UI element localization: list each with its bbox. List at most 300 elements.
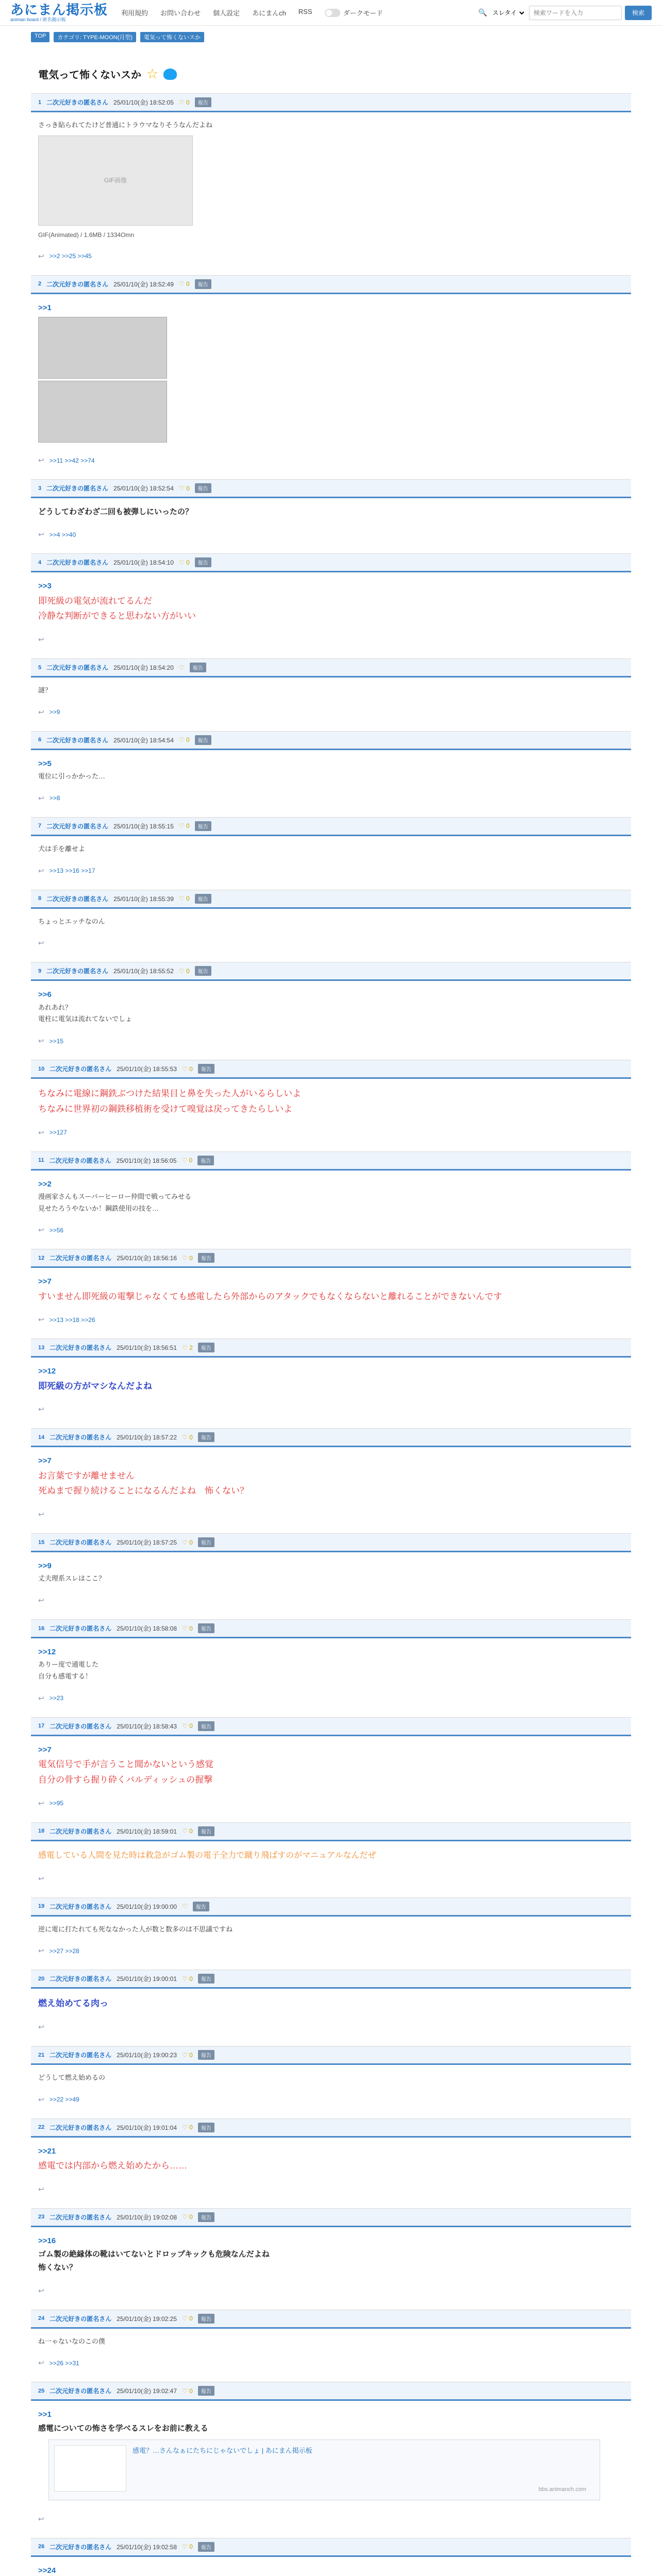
reply-icon[interactable]: ↩ <box>38 1596 44 1604</box>
poster-name: 二次元好きの匿名さん <box>49 2315 112 2323</box>
report-button[interactable]: 報告 <box>195 279 211 289</box>
like-value: 0 <box>186 967 190 975</box>
post-number[interactable]: 6 <box>38 737 42 743</box>
post-header <box>31 732 631 750</box>
dark-mode-label: ダークモード <box>343 9 384 17</box>
like-count[interactable]: ♡ 0 <box>182 1827 193 1835</box>
post-footer <box>31 933 631 955</box>
post <box>31 2046 631 2111</box>
like-value: 0 <box>189 2387 193 2395</box>
report-button[interactable]: 報告 <box>195 483 211 493</box>
poster-name: 二次元好きの匿名さん <box>49 1903 112 1910</box>
like-count[interactable]: ♡ 0 <box>182 1065 193 1073</box>
report-button[interactable]: 報告 <box>195 894 211 904</box>
poster-name: 二次元好きの匿名さん <box>49 1827 112 1835</box>
post-date: 25/01/10(金) 18:56:51 <box>117 1344 177 1352</box>
post-footer <box>31 1940 631 1962</box>
like-value: 0 <box>189 2051 193 2059</box>
like-count[interactable]: ♡ 0 <box>182 1254 193 1262</box>
reply-links[interactable]: >>2 >>25 >>45 <box>49 252 92 260</box>
post-number[interactable]: 12 <box>38 1255 45 1261</box>
post-body <box>31 2065 631 2089</box>
reply-icon[interactable]: ↩ <box>38 1037 44 1045</box>
post-text: お言葉ですが離せません <box>38 1470 135 1481</box>
report-button[interactable]: 報告 <box>198 1253 214 1263</box>
reply-links[interactable]: >>15 <box>49 1037 64 1045</box>
post-date: 25/01/10(金) 18:52:49 <box>113 280 174 288</box>
reply-icon[interactable]: ↩ <box>38 2095 44 2104</box>
post-text: どうしてわざわざ二回も被弾しにいったの？ <box>38 507 193 516</box>
post-text: 電気信号で手が言うこと聞かないという感覚 <box>38 1759 213 1769</box>
post-text[interactable]: >>12 <box>38 1367 56 1376</box>
post-text[interactable]: >>7 <box>38 1745 52 1754</box>
like-value: 0 <box>189 2543 193 2551</box>
poster-name: 二次元好きの匿名さん <box>49 1975 112 1983</box>
like-count[interactable]: ♡ 0 <box>182 1975 193 1982</box>
reply-icon[interactable]: ↩ <box>38 251 44 260</box>
share-bird-icon[interactable] <box>163 69 177 80</box>
poster-name: 二次元好きの匿名さん <box>46 895 109 903</box>
like-count[interactable]: ♡ 0 <box>182 1722 193 1730</box>
like-value: 0 <box>189 1157 193 1164</box>
like-value: 0 <box>189 1433 193 1441</box>
like-count[interactable]: ♡ 0 <box>182 2124 193 2131</box>
reply-icon[interactable]: ↩ <box>38 1510 44 1518</box>
report-button[interactable]: 報告 <box>195 966 211 976</box>
post-text: どうして燃え始めるの <box>38 2074 106 2081</box>
post <box>31 2538 631 2576</box>
report-button[interactable]: 報告 <box>198 2212 214 2222</box>
nav-animanch[interactable]: あにまんch <box>252 9 286 17</box>
report-button[interactable]: 報告 <box>198 1432 214 1442</box>
reply-icon[interactable]: ↩ <box>38 1128 44 1137</box>
post-number[interactable]: 23 <box>38 2214 45 2221</box>
like-count[interactable]: ♡ 0 <box>178 822 190 830</box>
post-body <box>31 2329 631 2353</box>
post-text[interactable]: >>9 <box>38 1562 52 1570</box>
reply-links[interactable]: >>127 <box>49 1129 67 1136</box>
link-domain: bbs.animanch.com <box>538 2486 586 2493</box>
poster-name: 二次元好きの匿名さん <box>49 1722 112 1730</box>
reply-links[interactable]: >>13 >>18 >>26 <box>49 1316 95 1324</box>
post-number[interactable]: 8 <box>38 895 42 902</box>
post-number[interactable]: 24 <box>38 2315 45 2321</box>
favorite-star-icon[interactable]: ☆ <box>146 66 159 81</box>
like-value: 0 <box>186 822 190 830</box>
post-date: 25/01/10(金) 18:54:10 <box>113 559 174 567</box>
post-date: 25/01/10(金) 19:02:08 <box>117 2213 177 2221</box>
like-count[interactable]: ♡ 0 <box>182 1538 193 1546</box>
post-header <box>31 818 631 836</box>
post-footer <box>31 2509 631 2531</box>
post-number[interactable]: 17 <box>38 1723 45 1730</box>
post-footer <box>31 1868 631 1890</box>
report-button[interactable]: 報告 <box>198 2314 214 2324</box>
link-card[interactable] <box>48 2439 600 2500</box>
post-header <box>31 1060 631 1079</box>
post-number[interactable]: 5 <box>38 664 42 671</box>
post-text: 電位に引っかかった… <box>38 772 106 780</box>
like-count[interactable]: ♡ 2 <box>182 1344 193 1351</box>
post <box>31 890 631 955</box>
like-count[interactable]: ♡ 0 <box>182 2213 193 2221</box>
poster-name: 二次元好きの匿名さん <box>49 1344 112 1352</box>
reply-icon[interactable]: ↩ <box>38 530 44 539</box>
like-value: 0 <box>189 2124 193 2131</box>
link-title: 感電？…さんなぁにたちにじゃないでしょ | あにまん掲示板 <box>133 2446 312 2454</box>
post-text[interactable]: >>6 <box>38 990 52 999</box>
report-button[interactable]: 報告 <box>198 1343 214 1352</box>
report-button[interactable]: 報告 <box>198 2542 214 2552</box>
search-scope-select[interactable] <box>490 6 526 20</box>
post-date: 25/01/10(金) 18:59:01 <box>117 1827 177 1835</box>
like-count[interactable]: ♡ 0 <box>182 1433 193 1441</box>
post-body <box>31 498 631 524</box>
post-body <box>31 1447 631 1504</box>
post-text[interactable]: >>1 <box>38 2410 52 2419</box>
post-date: 25/01/10(金) 18:55:39 <box>113 895 174 903</box>
post-number[interactable]: 11 <box>38 1157 44 1163</box>
like-count[interactable]: ♡ 0 <box>181 1157 193 1164</box>
post-number[interactable]: 3 <box>38 485 42 492</box>
post-date: 25/01/10(金) 18:55:15 <box>113 822 174 830</box>
reply-links[interactable]: >>4 >>40 <box>49 531 76 538</box>
report-button[interactable]: 報告 <box>198 1064 214 1074</box>
reply-icon[interactable]: ↩ <box>38 866 44 875</box>
report-button[interactable]: 報告 <box>198 1721 214 1731</box>
post-text[interactable]: >>7 <box>38 1277 52 1286</box>
post-number[interactable]: 15 <box>38 1539 45 1546</box>
post-image[interactable]: GIF画像 <box>38 135 193 226</box>
reply-links[interactable]: >>22 >>49 <box>49 2096 79 2104</box>
post-number[interactable]: 2 <box>38 281 42 287</box>
like-count[interactable]: ♡ 0 <box>178 484 190 492</box>
reply-icon[interactable]: ↩ <box>38 939 44 947</box>
poster-name: 二次元好きの匿名さん <box>46 968 109 975</box>
post-footer <box>31 2352 631 2375</box>
post-number[interactable]: 13 <box>38 1344 45 1351</box>
post-body <box>31 1917 631 1941</box>
reply-links[interactable]: >>11 >>42 >>74 <box>49 456 95 464</box>
poster-name: 二次元好きの匿名さん <box>46 559 109 567</box>
post-header <box>31 890 631 909</box>
reply-icon[interactable]: ↩ <box>38 635 44 643</box>
post-number[interactable]: 20 <box>38 1975 45 1982</box>
post-number[interactable]: 14 <box>38 1434 45 1440</box>
post-footer <box>31 1030 631 1053</box>
post-footer <box>31 1688 631 1710</box>
reply-icon[interactable]: ↩ <box>38 2514 44 2523</box>
post-text[interactable]: >>5 <box>38 759 52 768</box>
post-header <box>31 1970 631 1989</box>
reply-links[interactable]: >>23 <box>49 1694 64 1702</box>
page-title: 電気って怖くないスか <box>38 70 141 81</box>
post-number[interactable]: 9 <box>38 968 42 974</box>
search-input[interactable] <box>529 6 622 20</box>
post-text: ちなみに世界初の鋼鉄移植術を受けて嗅覚は戻ってきたらしいよ <box>38 1104 292 1114</box>
post-header <box>31 1620 631 1638</box>
poster-name: 二次元好きの匿名さん <box>49 1157 111 1164</box>
post-image[interactable] <box>38 317 167 379</box>
post-list <box>31 93 631 2576</box>
post-date: 25/01/10(金) 19:00:23 <box>117 2052 177 2059</box>
post <box>31 1060 631 1144</box>
post-text[interactable]: >>21 <box>38 2146 56 2156</box>
like-count[interactable]: ♡ 0 <box>178 967 190 975</box>
report-button[interactable]: 報告 <box>195 735 211 745</box>
reply-icon[interactable]: ↩ <box>38 1226 44 1234</box>
post-text: 感電についての怖さを学べるスレをお前に教える <box>38 2424 208 2433</box>
top-nav <box>121 8 312 18</box>
post <box>31 1822 631 1890</box>
post-body <box>31 981 631 1030</box>
post-body <box>31 1552 631 1590</box>
post-header <box>31 1339 631 1358</box>
post-date: 25/01/10(金) 18:52:05 <box>113 99 174 106</box>
post-date: 25/01/10(金) 18:57:22 <box>117 1434 177 1442</box>
post-header <box>31 2046 631 2065</box>
post-date: 25/01/10(金) 18:52:54 <box>113 485 174 492</box>
like-count[interactable]: ♡ 0 <box>182 2543 193 2551</box>
poster-name: 二次元好きの匿名さん <box>46 485 109 492</box>
like-value: 0 <box>189 2213 193 2221</box>
report-button[interactable]: 報告 <box>197 1156 214 1165</box>
reply-icon[interactable]: ↩ <box>38 1946 44 1955</box>
report-button[interactable]: 報告 <box>198 2050 214 2060</box>
post-text: 犬は手を離せよ <box>38 844 86 853</box>
post-body <box>31 1989 631 2016</box>
report-button[interactable]: 報告 <box>195 821 211 831</box>
reply-icon[interactable]: ↩ <box>38 456 44 464</box>
post-number[interactable]: 21 <box>38 2052 45 2058</box>
post-number[interactable]: 18 <box>38 1828 45 1834</box>
post-body <box>31 1736 631 1793</box>
post-date: 25/01/10(金) 18:54:20 <box>113 664 174 671</box>
post-text: ちなみに電線に鋼鉄ぶつけた結果目と鼻を失った人がいるらしいよ <box>38 1089 301 1098</box>
thread-header <box>38 66 631 82</box>
post <box>31 731 631 810</box>
reply-links[interactable]: >>56 <box>49 1226 64 1234</box>
like-count[interactable]: ♡ 0 <box>178 736 190 744</box>
post <box>31 2382 631 2531</box>
post-text: ね一ゃないなのこの僕 <box>38 2337 106 2345</box>
like-count[interactable]: ♡ 0 <box>178 98 190 106</box>
post-header <box>31 2310 631 2329</box>
like-count[interactable]: ♡ 0 <box>182 2387 193 2395</box>
post <box>31 817 631 883</box>
link-thumbnail <box>54 2445 126 2492</box>
post-footer <box>31 450 631 472</box>
post-image[interactable] <box>38 381 167 443</box>
post-footer <box>31 1122 631 1144</box>
reply-icon[interactable]: ↩ <box>38 793 44 802</box>
post-text: さっき貼られてたけど普通にトラウマなりそうなんだよね <box>38 121 213 129</box>
poster-name: 二次元好きの匿名さん <box>46 664 109 671</box>
post <box>31 479 631 546</box>
post-date: 25/01/10(金) 18:55:53 <box>117 1065 177 1073</box>
reply-icon[interactable]: ↩ <box>38 1874 44 1883</box>
reply-links[interactable]: >>95 <box>49 1800 64 1807</box>
poster-name: 二次元好きの匿名さん <box>49 1434 112 1442</box>
reply-icon[interactable]: ↩ <box>38 1315 44 1324</box>
post-footer <box>31 1793 631 1815</box>
post-date: 25/01/10(金) 19:02:58 <box>117 2543 177 2551</box>
report-button[interactable]: 報告 <box>195 557 211 567</box>
image-info: GIF(Animated) / 1.6MB / 1334Omn <box>38 231 135 239</box>
report-button[interactable]: 報告 <box>190 663 206 672</box>
reply-icon[interactable]: ↩ <box>38 2286 44 2295</box>
post-number[interactable]: 1 <box>38 99 42 106</box>
post-number[interactable]: 4 <box>38 559 42 566</box>
post-header <box>31 962 631 981</box>
like-value: 0 <box>186 558 190 566</box>
post-date: 25/01/10(金) 18:57:25 <box>117 1539 177 1546</box>
post-text[interactable]: >>24 <box>38 2566 56 2575</box>
report-button[interactable]: 報告 <box>198 2386 214 2396</box>
poster-name: 二次元好きの匿名さん <box>46 99 109 106</box>
post-text: ちょっとエッチなのん <box>38 917 105 925</box>
post-text: 見せたろうやないか！鋼鉄使用の技を… <box>38 1204 159 1212</box>
post <box>31 1338 631 1421</box>
post-body <box>31 294 631 450</box>
report-button[interactable]: 報告 <box>198 1537 214 1547</box>
breadcrumb-thread[interactable]: 電気って怖くないスか <box>140 32 204 42</box>
reply-links[interactable]: >>13 >>16 >>17 <box>49 867 95 874</box>
like-value: 0 <box>189 1975 193 1982</box>
post-text[interactable]: >>12 <box>38 1648 56 1656</box>
post-number[interactable]: 7 <box>38 823 42 829</box>
like-value: 0 <box>186 484 190 492</box>
report-button[interactable]: 報告 <box>195 97 211 107</box>
poster-name: 二次元好きの匿名さん <box>46 736 109 744</box>
like-value: 0 <box>189 1538 193 1546</box>
post <box>31 1970 631 2039</box>
dark-mode-toggle[interactable] <box>325 9 340 17</box>
post-footer <box>31 2016 631 2039</box>
reply-links[interactable]: >>26 >>31 <box>49 2359 79 2367</box>
post-number[interactable]: 22 <box>38 2124 45 2131</box>
post-header <box>31 480 631 498</box>
like-count[interactable]: ♡ 0 <box>182 1624 193 1632</box>
reply-icon[interactable]: ↩ <box>38 1693 44 1702</box>
site-header <box>0 0 662 26</box>
reply-icon[interactable]: ↩ <box>38 1799 44 1807</box>
reply-links[interactable]: >>27 >>28 <box>49 1947 79 1955</box>
reply-icon[interactable]: ↩ <box>38 707 44 716</box>
post-text: ありー度で通電した <box>38 1660 99 1669</box>
reply-links[interactable]: >>8 <box>49 794 60 802</box>
post-body <box>31 1171 631 1220</box>
post-body <box>31 677 631 702</box>
reply-icon[interactable]: ↩ <box>38 2023 44 2031</box>
post-text: 燃え始めてる肉っ <box>38 1998 108 2009</box>
post-date: 25/01/10(金) 18:55:52 <box>113 968 174 975</box>
post-body <box>31 750 631 788</box>
post-text: ゴム製の絶縁体の靴はいてないとドロップキックも危険なんだよね <box>38 2250 270 2259</box>
post-number[interactable]: 19 <box>38 1903 45 1909</box>
post-header <box>31 1718 631 1736</box>
breadcrumb-top[interactable]: TOP <box>31 32 49 42</box>
like-value: 0 <box>186 895 190 902</box>
like-count[interactable]: ♡ 0 <box>178 558 190 566</box>
nav-rss[interactable]: RSS <box>298 8 312 15</box>
post-number[interactable]: 16 <box>38 1625 45 1632</box>
post-date: 25/01/10(金) 18:56:16 <box>117 1255 177 1262</box>
like-value: 0 <box>189 1827 193 1835</box>
reply-links[interactable]: >>9 <box>49 708 60 716</box>
nav-terms[interactable]: 利用規約 <box>121 9 148 17</box>
like-count[interactable]: ♡ 0 <box>178 280 190 288</box>
post-body <box>31 2227 631 2280</box>
like-count[interactable]: ♡ 0 <box>178 895 190 902</box>
post-body <box>31 1268 631 1309</box>
post-text[interactable]: >>16 <box>38 2236 56 2245</box>
post-footer <box>31 246 631 268</box>
post-header <box>31 2209 631 2227</box>
post-text: 死ぬまで握り続けることになるんだよね 怖くない？ <box>38 1486 249 1496</box>
report-button[interactable]: 報告 <box>198 1826 214 1836</box>
post-text: 自分の骨すら握り砕くバルディッシュの握撃 <box>38 1774 213 1785</box>
like-value: 0 <box>189 1254 193 1262</box>
site-logo[interactable] <box>10 3 108 22</box>
like-count[interactable]: ♡ <box>182 1903 188 1910</box>
post <box>31 2119 631 2201</box>
post-body <box>31 572 631 629</box>
poster-name: 二次元好きの匿名さん <box>49 1255 112 1262</box>
like-value: 0 <box>189 2315 193 2322</box>
post-footer <box>31 2089 631 2111</box>
post-header <box>31 554 631 572</box>
post-number[interactable]: 25 <box>38 2387 45 2394</box>
post-body <box>31 2557 631 2576</box>
like-count[interactable]: ♡ 0 <box>182 2051 193 2059</box>
post-text: すいません即死級の電撃じゃなくても感電したら外部からのアタックでもなくならないと離れることができないんです <box>38 1291 502 1301</box>
report-button[interactable]: 報告 <box>198 2123 214 2132</box>
post <box>31 2208 631 2302</box>
post-number[interactable]: 10 <box>38 1065 45 1072</box>
post-body <box>31 1079 631 1122</box>
report-button[interactable]: 報告 <box>193 1902 209 1911</box>
breadcrumb-category[interactable]: カテゴリ: TYPE-MOON(月型) <box>54 32 136 42</box>
post-footer <box>31 1590 631 1612</box>
report-button[interactable]: 報告 <box>198 1623 214 1633</box>
post-number[interactable]: 26 <box>38 2544 45 2550</box>
post-date: 25/01/10(金) 19:02:25 <box>117 2315 177 2323</box>
post-header <box>31 276 631 294</box>
like-count[interactable]: ♡ 0 <box>182 2315 193 2322</box>
nav-settings[interactable]: 個人設定 <box>213 9 240 17</box>
post-text[interactable]: >>7 <box>38 1456 52 1466</box>
post-text[interactable]: >>1 <box>38 303 52 312</box>
post <box>31 658 631 724</box>
search-icon: 🔍 <box>478 8 487 16</box>
reply-icon[interactable]: ↩ <box>38 2184 44 2193</box>
post-text[interactable]: >>3 <box>38 582 52 591</box>
reply-icon[interactable]: ↩ <box>38 2359 44 2367</box>
post-footer <box>31 702 631 724</box>
nav-contact[interactable]: お問い合わせ <box>160 9 201 17</box>
like-count[interactable]: ♡ <box>178 664 185 671</box>
post-footer <box>31 2280 631 2302</box>
post <box>31 553 631 651</box>
post-date: 25/01/10(金) 18:58:08 <box>117 1625 177 1632</box>
search-button[interactable]: 検索 <box>625 6 652 20</box>
report-button[interactable]: 報告 <box>198 1974 214 1984</box>
search-area <box>478 6 652 20</box>
post-footer <box>31 629 631 651</box>
reply-icon[interactable]: ↩ <box>38 1405 44 1414</box>
post-text[interactable]: >>2 <box>38 1179 52 1189</box>
